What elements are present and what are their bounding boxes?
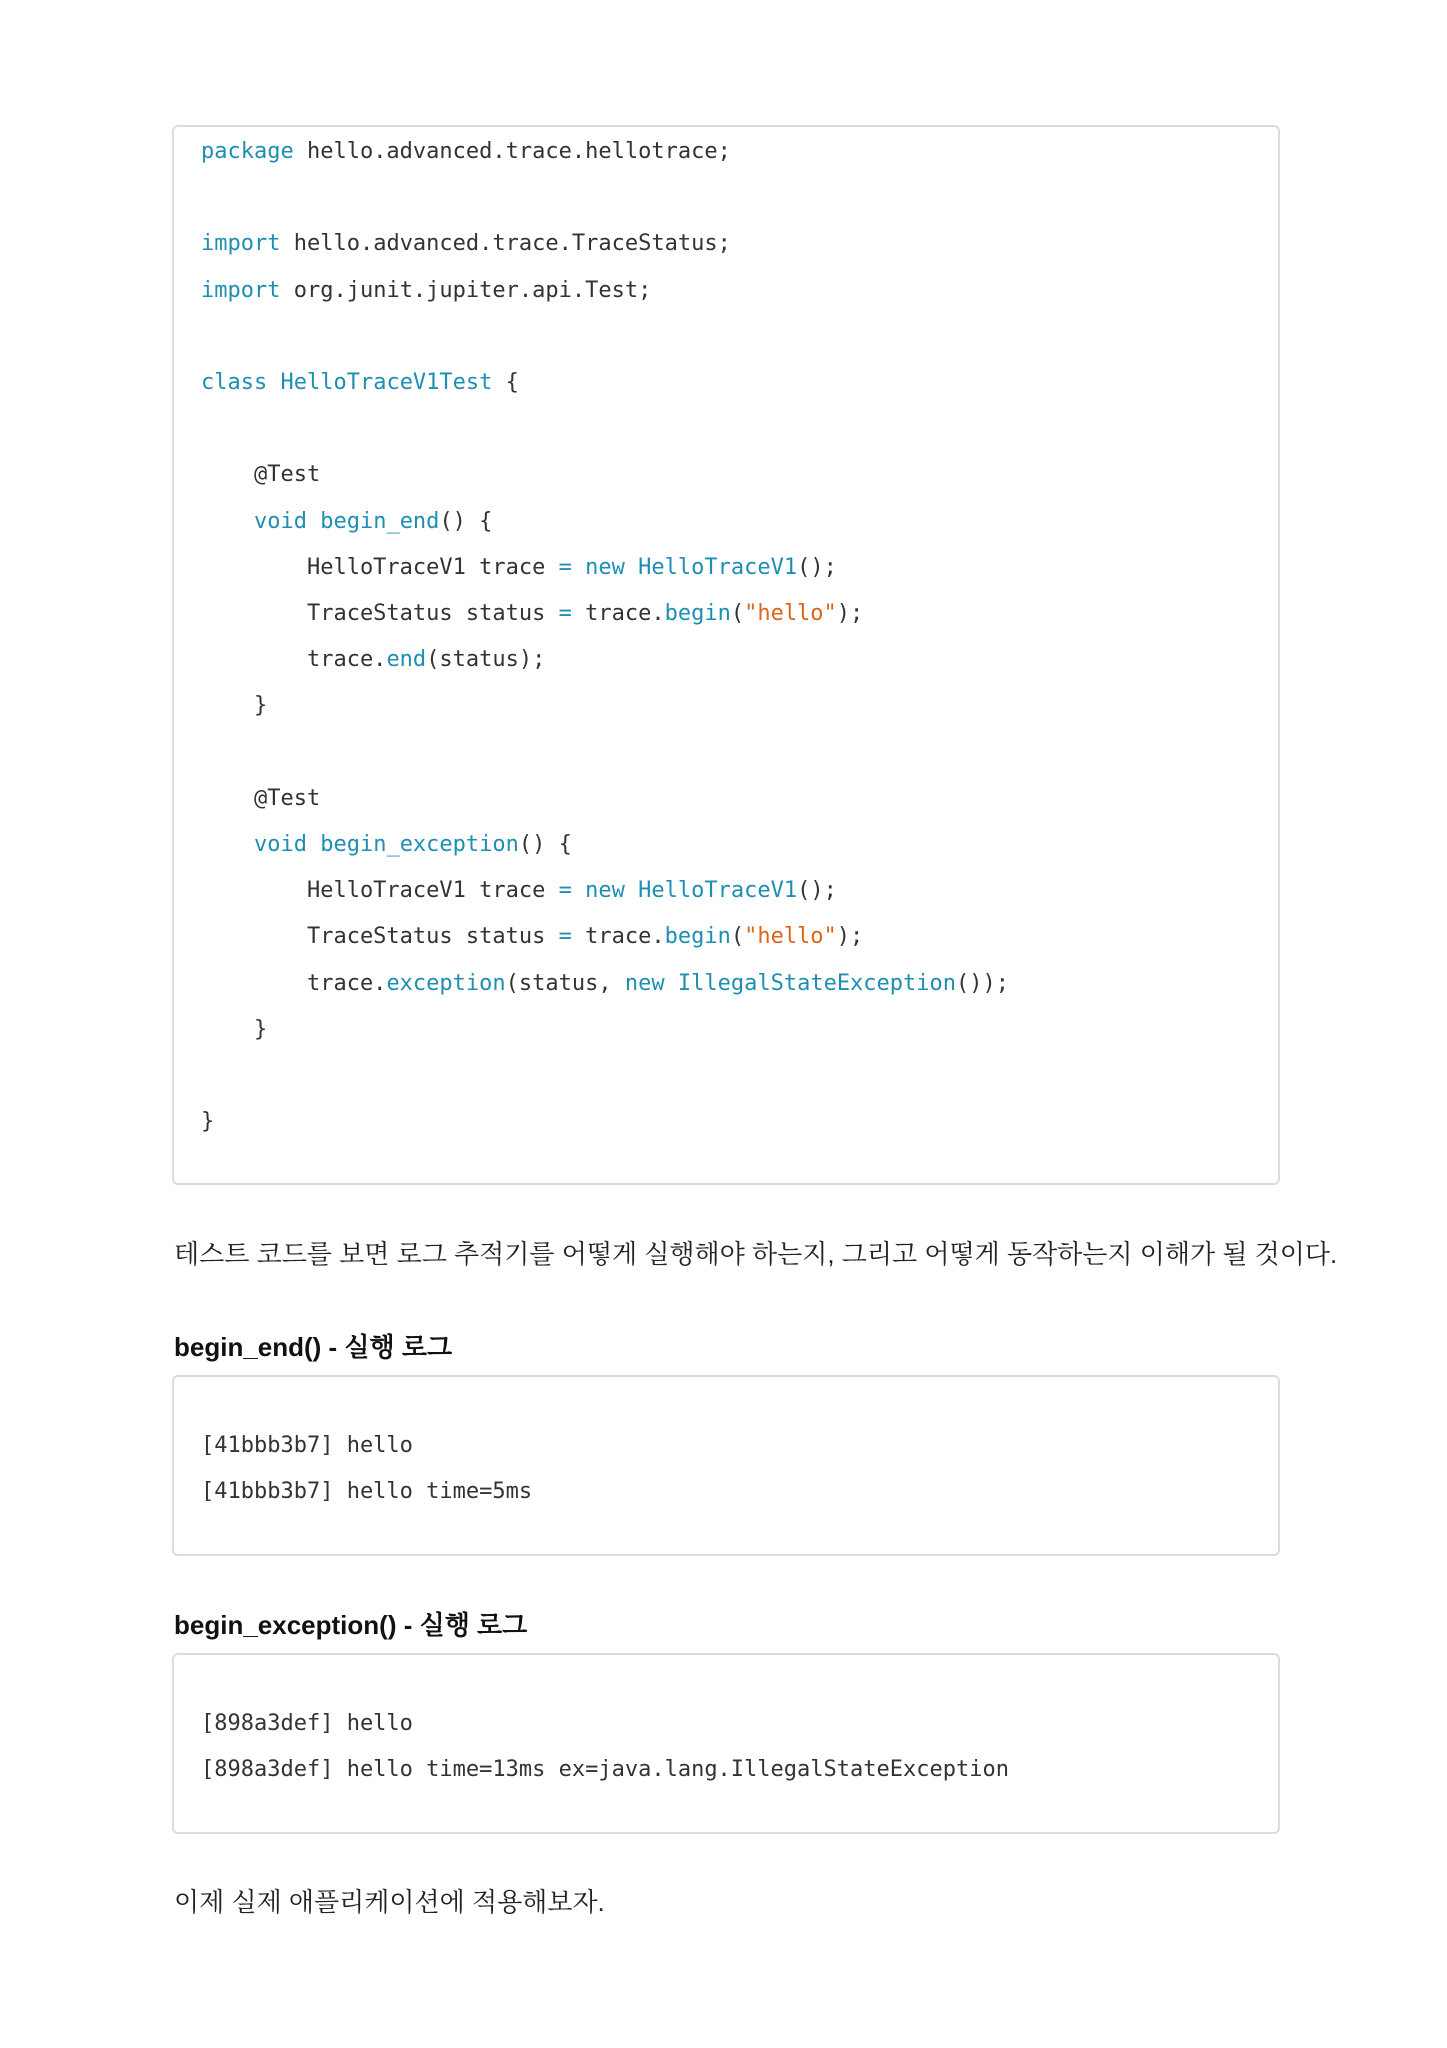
code-token (625, 878, 638, 903)
code-token: "hello" (744, 924, 837, 950)
code-token: = (558, 554, 572, 580)
code-token: trace. (571, 924, 665, 950)
paragraph-intro: 테스트 코드를 보면 로그 추적기를 어떻게 실행해야 하는지, 그리고 어떻게 동작하는지 이해가 될 것이다. (174, 1239, 1338, 1269)
code-line (201, 460, 320, 490)
code-line (201, 969, 1009, 999)
code-line (201, 368, 519, 398)
code-token: trace. (571, 601, 665, 626)
code-token: TraceStatus status (201, 924, 559, 950)
code-token: ( (730, 601, 745, 626)
code-token (201, 786, 254, 811)
code-token: org.junit.jupiter.api.Test; (280, 277, 652, 303)
code-line (201, 645, 545, 675)
code-token: begin_exception (320, 832, 519, 857)
code-token: trace. (201, 970, 387, 996)
code-token (201, 462, 254, 487)
code-token: import (201, 277, 281, 303)
log-block-begin-exception (172, 1653, 1280, 1834)
code-token: begin_end (320, 508, 440, 534)
code-line (201, 922, 863, 952)
code-token: exception (386, 970, 506, 996)
code-token: (status, (505, 970, 625, 996)
code-token: TraceStatus status (201, 601, 559, 626)
code-token: } (201, 693, 268, 719)
code-token: } (201, 1016, 268, 1042)
code-token: hello.advanced.trace.hellotrace; (293, 139, 731, 164)
log-block-begin-end (172, 1375, 1280, 1556)
code-line (201, 876, 837, 906)
code-token (201, 832, 254, 857)
code-token (572, 555, 585, 580)
code-token: "hello" (744, 601, 837, 626)
code-token (307, 832, 320, 857)
code-line (201, 276, 651, 306)
code-token: hello.advanced.trace.TraceStatus; (280, 231, 731, 257)
log-line: [41bbb3b7] hello (201, 1433, 413, 1458)
code-token: () { (518, 832, 572, 857)
code-token (267, 370, 280, 395)
code-token: HelloTraceV1 (638, 554, 798, 580)
code-token: { (492, 370, 519, 395)
code-token: ); (836, 924, 864, 950)
code-token: package (201, 139, 294, 164)
code-token: new (624, 970, 665, 996)
code-token: import (201, 231, 281, 257)
code-token: @Test (253, 785, 321, 811)
code-line (201, 229, 731, 259)
code-token: ( (730, 924, 745, 950)
code-token: HelloTraceV1Test (280, 370, 493, 395)
code-token: ()); (956, 970, 1010, 996)
code-block (172, 125, 1280, 1185)
code-token: ); (836, 601, 864, 626)
code-line (201, 599, 863, 629)
code-token: HelloTraceV1 trace (201, 878, 559, 904)
code-token: = (558, 878, 572, 904)
code-token: IllegalStateException (677, 970, 957, 996)
code-token: (status); (426, 647, 546, 673)
code-token: new (585, 878, 625, 904)
heading-begin-end-log: begin_end() - 실행 로그 (174, 1332, 453, 1362)
code-line (201, 507, 492, 537)
code-line (201, 1015, 267, 1045)
log-line: [41bbb3b7] hello time=5ms (201, 1479, 533, 1504)
code-token: new (585, 554, 625, 580)
code-token: = (558, 924, 572, 950)
code-token: (); (797, 878, 837, 904)
code-token: = (558, 601, 572, 626)
code-token: begin (664, 924, 731, 950)
code-line (201, 1107, 214, 1137)
log-line: [898a3def] hello (201, 1711, 413, 1736)
code-token: } (201, 1109, 215, 1135)
code-token: trace. (201, 647, 387, 673)
code-token: HelloTraceV1 trace (201, 554, 559, 580)
code-token: (); (797, 554, 837, 580)
code-token: void (253, 508, 307, 534)
code-token (665, 971, 678, 996)
code-line (201, 830, 572, 860)
code-line (201, 784, 320, 814)
code-token (307, 509, 320, 534)
paragraph-closing: 이제 실제 애플리케이션에 적용해보자. (174, 1887, 605, 1917)
code-token: end (386, 647, 427, 673)
code-line (201, 137, 731, 167)
code-token (201, 509, 254, 534)
code-line (201, 553, 837, 583)
code-token: () { (439, 508, 493, 534)
code-token: begin (664, 601, 731, 626)
log-line: [898a3def] hello time=13ms ex=java.lang.IllegalStateException (201, 1757, 1009, 1782)
heading-begin-exception-log: begin_exception() - 실행 로그 (174, 1610, 528, 1640)
code-token (572, 878, 585, 903)
code-token (625, 555, 638, 580)
code-token: @Test (253, 462, 321, 488)
code-token: HelloTraceV1 (638, 878, 798, 904)
code-token: void (253, 832, 307, 857)
code-token: class (201, 370, 268, 395)
code-line (201, 691, 267, 721)
